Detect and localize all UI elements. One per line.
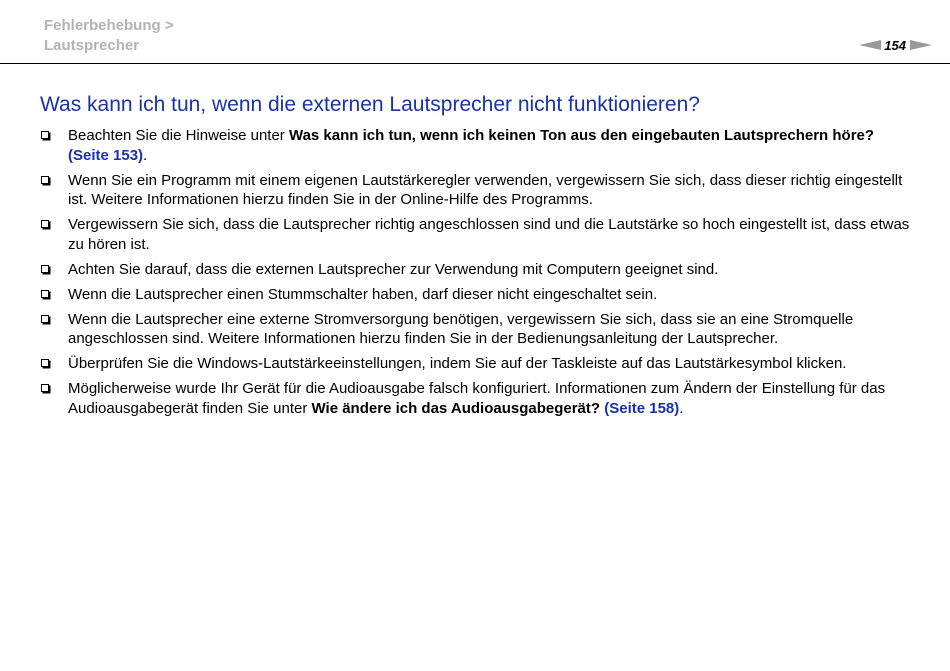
page-title: Was kann ich tun, wenn die externen Lautsprecher nicht funktionieren?: [40, 93, 700, 116]
list-item: [40, 379, 912, 418]
breadcrumb-page: Lautsprecher: [44, 37, 140, 54]
page-header: [0, 0, 950, 64]
item-text: Wenn die Lautsprecher einen Stummschalter haben, darf dieser nicht eingeschaltet sein.: [68, 285, 658, 303]
previous-page-arrow-icon[interactable]: [859, 40, 881, 50]
item-text: Wenn Sie ein Programm mit einem eigenen Lautstärkeregler verwenden, vergewissern Sie sich, dass dieser richtig eingestellt ist. Weitere Informationen hierzu finden Sie in der Online-Hilfe des Programms.: [68, 171, 903, 208]
item-text: Wenn die Lautsprecher eine externe Stromversorgung benötigen, vergewissern Sie sich, dass sie an eine Stromquelle angeschlossen sind. Weitere Informationen hierzu finden Sie in der Bedienungsanleitung der Lautsprecher.: [68, 310, 854, 347]
item-bold-reference: Wie ändere ich das Audioausgabegerät?: [311, 399, 601, 417]
checkbox-bullet-icon: [41, 176, 49, 184]
checkbox-bullet-icon: [41, 315, 49, 323]
list-item: [40, 260, 912, 280]
checkbox-bullet-icon: [41, 220, 49, 228]
list-item: [40, 126, 912, 165]
checkbox-bullet-icon: [41, 359, 49, 367]
list-item: [40, 215, 912, 254]
checkbox-bullet-icon: [41, 290, 49, 298]
next-page-arrow-icon[interactable]: [910, 40, 932, 50]
list-item: [40, 310, 912, 349]
page-link[interactable]: (Seite 153): [68, 146, 144, 164]
item-text-end: .: [143, 146, 148, 164]
list-item: [40, 354, 912, 374]
checkbox-bullet-icon: [41, 384, 49, 392]
item-text: Achten Sie darauf, dass die externen Lautsprecher zur Verwendung mit Computern geeignet sind.: [68, 260, 719, 278]
item-text-end: .: [679, 399, 684, 417]
page-number: 154: [884, 37, 906, 53]
page-link[interactable]: (Seite 158): [604, 399, 680, 417]
page-navigation: [859, 36, 932, 54]
item-text: Möglicherweise wurde Ihr Gerät für die Audioausgabe falsch konfiguriert. Informationen zum Ändern der Einstellung für das Audioausgabegerät finden Sie unter: [68, 380, 886, 417]
checkbox-bullet-icon: [41, 131, 49, 139]
item-bold-reference: Was kann ich tun, wenn ich keinen Ton aus den eingebauten Lautsprechern höre?: [288, 127, 875, 144]
troubleshooting-list: [40, 126, 912, 424]
item-text: Vergewissern Sie sich, dass die Lautsprecher richtig angeschlossen sind und die Lautstärke so hoch eingestellt ist, dass etwas zu hören ist.: [68, 216, 910, 253]
list-item: [40, 285, 912, 305]
checkbox-bullet-icon: [41, 265, 49, 273]
list-item: [40, 171, 912, 210]
breadcrumb-section[interactable]: Fehlerbehebung >: [44, 17, 174, 34]
item-text: Beachten Sie die Hinweise unter: [68, 127, 289, 144]
breadcrumb: [44, 16, 174, 56]
item-text: Überprüfen Sie die Windows-Lautstärkeeinstellungen, indem Sie auf der Taskleiste auf das Lautstärkesymbol klicken.: [68, 355, 847, 372]
